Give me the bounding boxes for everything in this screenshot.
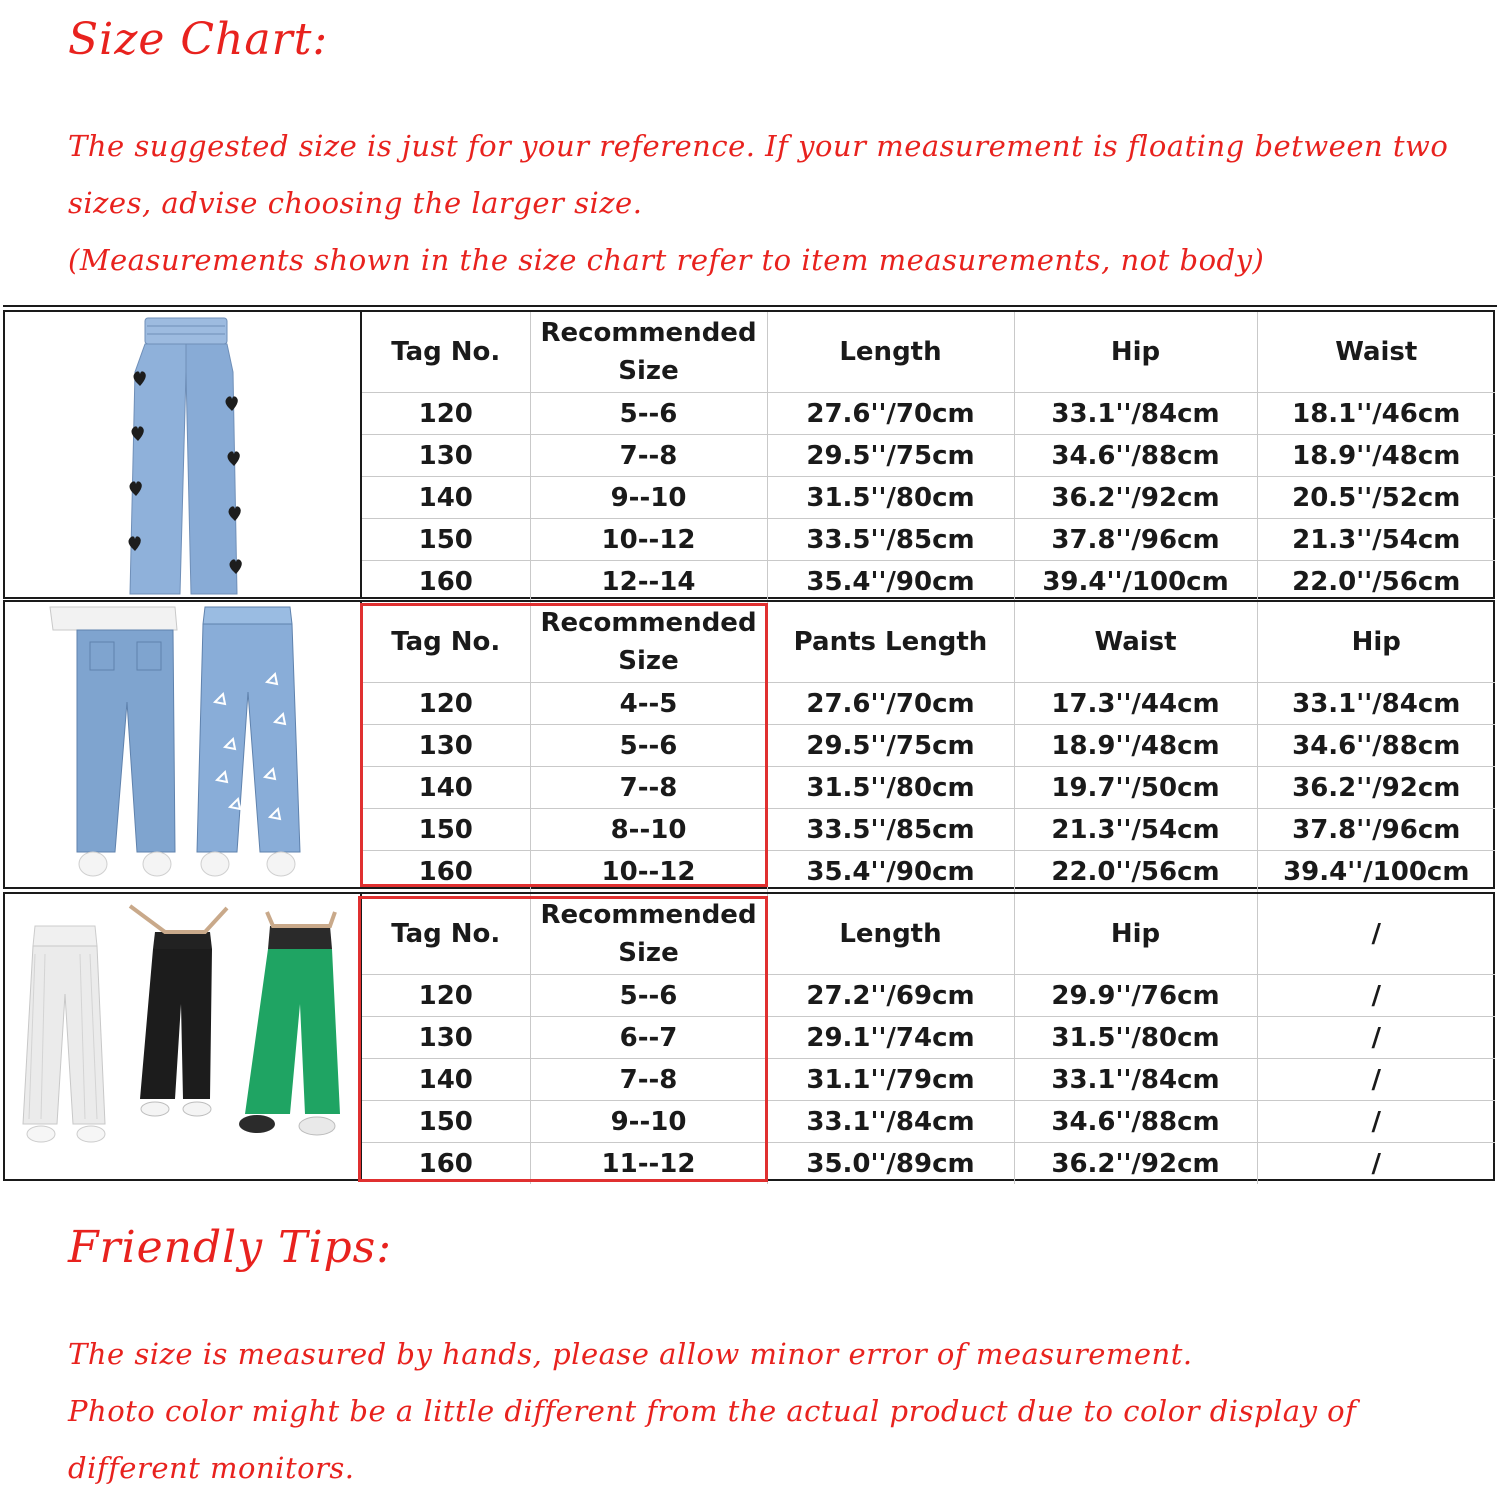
cell-length: 29.1''/74cm bbox=[767, 1017, 1014, 1059]
cell-length: 31.5''/80cm bbox=[767, 477, 1014, 519]
friendly-tips-title: Friendly Tips: bbox=[68, 1222, 393, 1273]
cell-size: 11--12 bbox=[530, 1143, 767, 1185]
cell-tag: 140 bbox=[362, 767, 530, 809]
cell-length: 27.6''/70cm bbox=[767, 683, 1014, 725]
table-row bbox=[362, 683, 1495, 725]
cell-length: 29.5''/75cm bbox=[767, 725, 1014, 767]
table-row bbox=[362, 1017, 1495, 1059]
cell-waist: 21.3''/54cm bbox=[1257, 519, 1495, 561]
cell-waist: 18.9''/48cm bbox=[1257, 435, 1495, 477]
table-top-rule bbox=[3, 305, 1497, 307]
cell-length: 33.1''/84cm bbox=[767, 1101, 1014, 1143]
cell-length: 31.1''/79cm bbox=[767, 1059, 1014, 1101]
cell-hip: 34.6''/88cm bbox=[1257, 725, 1495, 767]
cell-tag: 120 bbox=[362, 393, 530, 435]
table-row bbox=[362, 767, 1495, 809]
cell-size: 7--8 bbox=[530, 1059, 767, 1101]
cell-waist: 18.9''/48cm bbox=[1014, 725, 1257, 767]
header-recommended-size: Recommended Size bbox=[530, 312, 767, 393]
cell-hip: 31.5''/80cm bbox=[1014, 1017, 1257, 1059]
header-hip: Hip bbox=[1257, 602, 1495, 683]
table-row bbox=[362, 561, 1495, 603]
size-table-block-1 bbox=[3, 310, 1495, 599]
cell-hip: 29.9''/76cm bbox=[1014, 975, 1257, 1017]
cell-length: 27.2''/69cm bbox=[767, 975, 1014, 1017]
cell-waist: 21.3''/54cm bbox=[1014, 809, 1257, 851]
intro-line: sizes, advise choosing the larger size. bbox=[68, 186, 643, 220]
header-recommended-size: Recommended Size bbox=[530, 602, 767, 683]
cell-size: 8--10 bbox=[530, 809, 767, 851]
cell-length: 29.5''/75cm bbox=[767, 435, 1014, 477]
header-tag-no: Tag No. bbox=[362, 894, 530, 975]
cell-waist: 20.5''/52cm bbox=[1257, 477, 1495, 519]
cell-tag: 140 bbox=[362, 477, 530, 519]
intro-text bbox=[68, 118, 1488, 289]
cell-size: 10--12 bbox=[530, 851, 767, 893]
header-waist: Waist bbox=[1257, 312, 1495, 393]
cell-hip: 33.1''/84cm bbox=[1014, 393, 1257, 435]
size-table-block-2 bbox=[3, 600, 1495, 889]
friendly-tips-text bbox=[68, 1326, 1488, 1497]
cell-hip: 33.1''/84cm bbox=[1014, 1059, 1257, 1101]
cell-size: 4--5 bbox=[530, 683, 767, 725]
cell-size: 6--7 bbox=[530, 1017, 767, 1059]
header-tag-no: Tag No. bbox=[362, 312, 530, 393]
cell-length: 35.0''/89cm bbox=[767, 1143, 1014, 1185]
cell-size: 7--8 bbox=[530, 435, 767, 477]
cell-tag: 150 bbox=[362, 809, 530, 851]
cell-length: 35.4''/90cm bbox=[767, 561, 1014, 603]
size-table-block-3 bbox=[3, 892, 1495, 1181]
cell-waist: 22.0''/56cm bbox=[1257, 561, 1495, 603]
cell-size: 12--14 bbox=[530, 561, 767, 603]
header-length: Length bbox=[767, 312, 1014, 393]
cell-tag: 160 bbox=[362, 561, 530, 603]
tips-line: Photo color might be a little different from the actual product due to color display of bbox=[68, 1394, 1357, 1428]
cell-hip: 36.2''/92cm bbox=[1014, 1143, 1257, 1185]
header-hip: Hip bbox=[1014, 312, 1257, 393]
cell-empty: / bbox=[1257, 1017, 1495, 1059]
cell-empty: / bbox=[1257, 975, 1495, 1017]
header-hip: Hip bbox=[1014, 894, 1257, 975]
cell-length: 33.5''/85cm bbox=[767, 519, 1014, 561]
intro-line: (Measurements shown in the size chart refer to item measurements, not body) bbox=[68, 243, 1265, 277]
cell-length: 33.5''/85cm bbox=[767, 809, 1014, 851]
cell-size: 10--12 bbox=[530, 519, 767, 561]
cell-tag: 120 bbox=[362, 975, 530, 1017]
cell-size: 9--10 bbox=[530, 477, 767, 519]
cell-hip: 39.4''/100cm bbox=[1014, 561, 1257, 603]
cell-size: 7--8 bbox=[530, 767, 767, 809]
header-pants-length: Pants Length bbox=[767, 602, 1014, 683]
size-chart-title: Size Chart: bbox=[68, 14, 329, 65]
table-header-row bbox=[362, 312, 1495, 393]
table-row bbox=[362, 1059, 1495, 1101]
cell-tag: 150 bbox=[362, 519, 530, 561]
cell-tag: 160 bbox=[362, 851, 530, 893]
table-row bbox=[362, 519, 1495, 561]
table-row bbox=[362, 851, 1495, 893]
header-empty: / bbox=[1257, 894, 1495, 975]
jeans-hearts-image bbox=[5, 312, 362, 597]
intro-line: The suggested size is just for your reference. If your measurement is floating between two bbox=[68, 129, 1449, 163]
cell-hip: 34.6''/88cm bbox=[1014, 435, 1257, 477]
cell-tag: 130 bbox=[362, 435, 530, 477]
cell-tag: 140 bbox=[362, 1059, 530, 1101]
cell-empty: / bbox=[1257, 1101, 1495, 1143]
cell-hip: 36.2''/92cm bbox=[1014, 477, 1257, 519]
cell-tag: 120 bbox=[362, 683, 530, 725]
tips-line: The size is measured by hands, please allow minor error of measurement. bbox=[68, 1337, 1193, 1371]
size-table-2 bbox=[362, 602, 1495, 892]
cell-hip: 37.8''/96cm bbox=[1014, 519, 1257, 561]
cell-waist: 17.3''/44cm bbox=[1014, 683, 1257, 725]
header-waist: Waist bbox=[1014, 602, 1257, 683]
cell-tag: 150 bbox=[362, 1101, 530, 1143]
cell-size: 5--6 bbox=[530, 975, 767, 1017]
cell-waist: 22.0''/56cm bbox=[1014, 851, 1257, 893]
table-row bbox=[362, 393, 1495, 435]
cell-size: 9--10 bbox=[530, 1101, 767, 1143]
header-length: Length bbox=[767, 894, 1014, 975]
table-row bbox=[362, 975, 1495, 1017]
table-row bbox=[362, 435, 1495, 477]
cell-tag: 160 bbox=[362, 1143, 530, 1185]
header-recommended-size: Recommended Size bbox=[530, 894, 767, 975]
cell-length: 27.6''/70cm bbox=[767, 393, 1014, 435]
cell-hip: 39.4''/100cm bbox=[1257, 851, 1495, 893]
jeans-butterflies-image bbox=[5, 602, 362, 887]
cell-hip: 37.8''/96cm bbox=[1257, 809, 1495, 851]
cell-size: 5--6 bbox=[530, 725, 767, 767]
cell-waist: 18.1''/46cm bbox=[1257, 393, 1495, 435]
cell-hip: 36.2''/92cm bbox=[1257, 767, 1495, 809]
table-row bbox=[362, 477, 1495, 519]
table-row bbox=[362, 725, 1495, 767]
wide-pants-three-colors-image bbox=[5, 894, 362, 1179]
table-row bbox=[362, 809, 1495, 851]
cell-empty: / bbox=[1257, 1059, 1495, 1101]
table-header-row bbox=[362, 602, 1495, 683]
cell-length: 35.4''/90cm bbox=[767, 851, 1014, 893]
header-tag-no: Tag No. bbox=[362, 602, 530, 683]
cell-size: 5--6 bbox=[530, 393, 767, 435]
size-table-3 bbox=[362, 894, 1495, 1184]
cell-hip: 34.6''/88cm bbox=[1014, 1101, 1257, 1143]
cell-empty: / bbox=[1257, 1143, 1495, 1185]
table-row bbox=[362, 1143, 1495, 1185]
table-header-row bbox=[362, 894, 1495, 975]
cell-length: 31.5''/80cm bbox=[767, 767, 1014, 809]
table-row bbox=[362, 1101, 1495, 1143]
cell-waist: 19.7''/50cm bbox=[1014, 767, 1257, 809]
size-table-1 bbox=[362, 312, 1495, 602]
cell-hip: 33.1''/84cm bbox=[1257, 683, 1495, 725]
tips-line: different monitors. bbox=[68, 1451, 355, 1485]
cell-tag: 130 bbox=[362, 725, 530, 767]
cell-tag: 130 bbox=[362, 1017, 530, 1059]
